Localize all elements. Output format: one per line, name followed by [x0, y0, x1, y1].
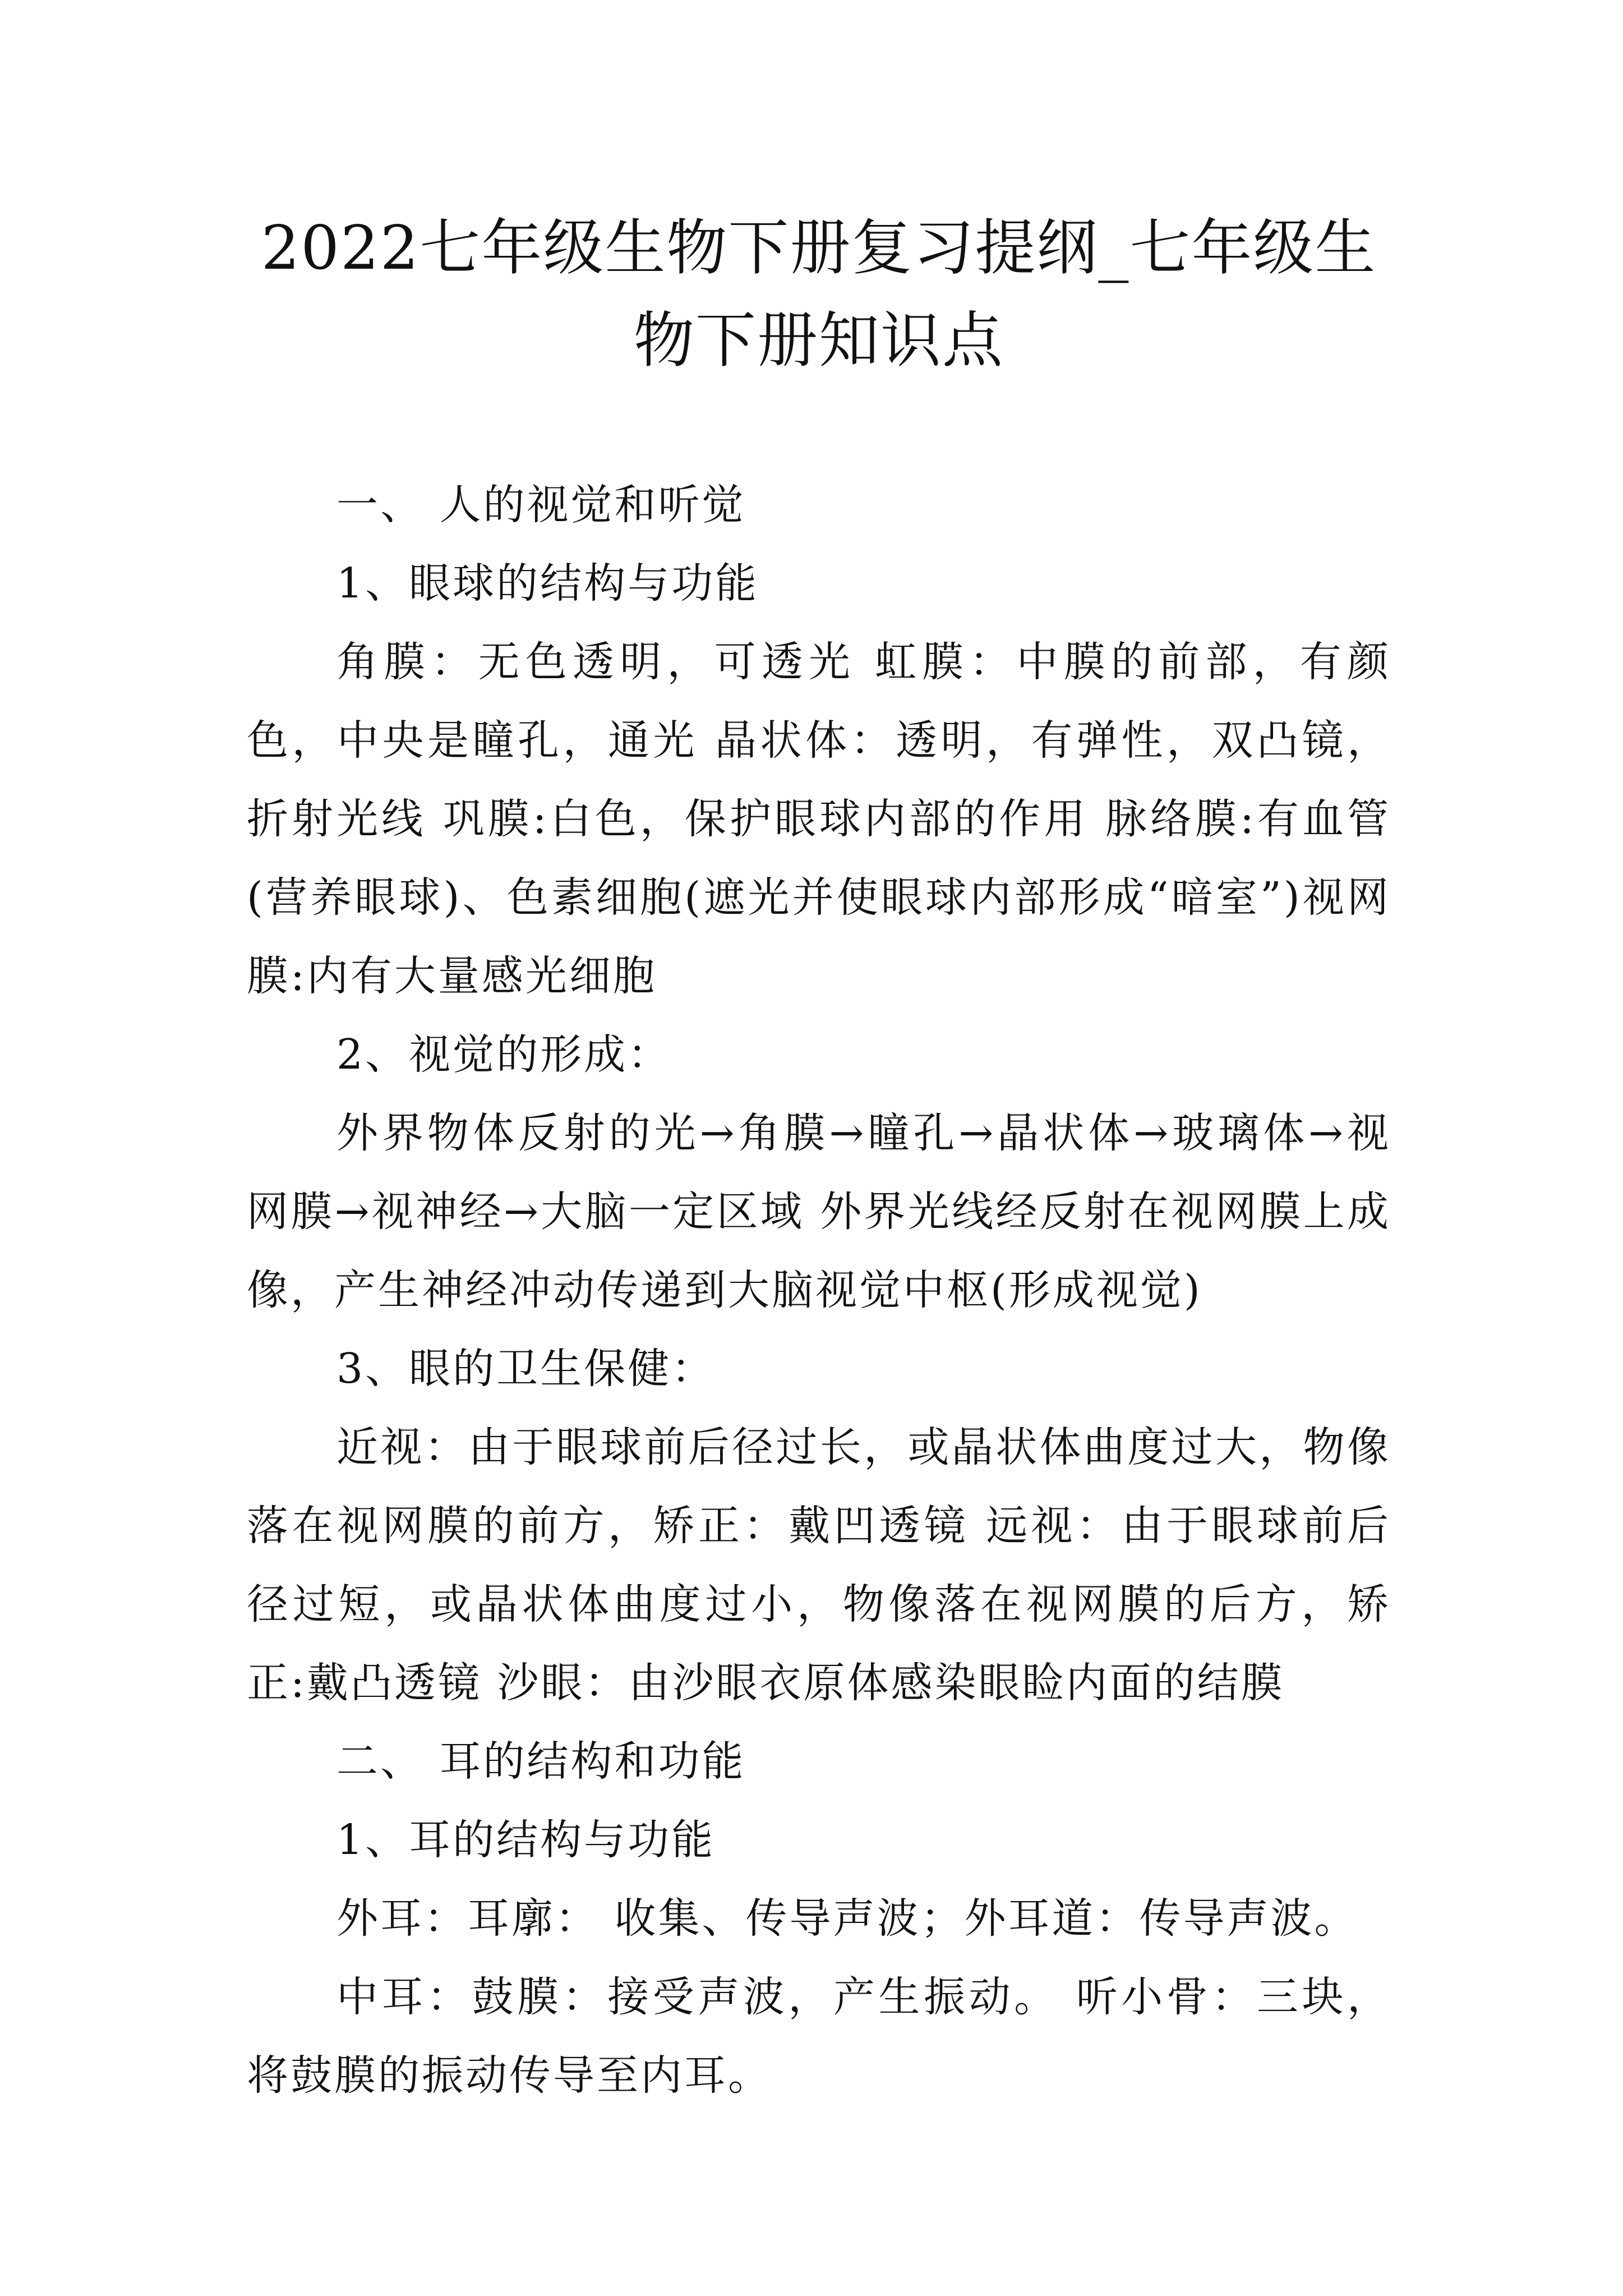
paragraph-vision-pathway: 外界物体反射的光→角膜→瞳孔→晶状体→玻璃体→视网膜→视神经→大脑一定区域 外界光线经反射在视网膜上成像，产生神经冲动传递到大脑视觉中枢(形成视觉) [247, 1109, 1391, 1314]
subheading-eye-hygiene: 3、眼的卫生保健： [336, 1345, 716, 1393]
paragraph-eye-parts: 角膜：无色透明，可透光 虹膜：中膜的前部，有颜色，中央是瞳孔，通光 晶状体：透明，有弹性，双凸镜，折射光线 巩膜:白色，保护眼球内部的作用 脉络膜:有血管(营养眼球)、色素细胞(遮光并使眼球内部形成“暗室”)视网膜:内有大量感光细胞 [247, 638, 1391, 1000]
subheading-vision-formation: 2、视觉的形成： [336, 1030, 672, 1079]
section-heading-ear: 二、 耳的结构和功能 [336, 1737, 746, 1786]
subheading-eye-structure: 1、眼球的结构与功能 [336, 559, 759, 608]
paragraph-middle-ear: 中耳：鼓膜：接受声波，产生振动。 听小骨：三块，将鼓膜的振动传导至内耳。 [247, 1973, 1391, 2100]
subheading-ear-structure: 1、耳的结构与功能 [336, 1816, 716, 1864]
document-title: 2022七年级生物下册复习提纲_七年级生物下册知识点 [261, 213, 1377, 376]
document-body [247, 466, 1391, 2115]
section-heading-vision-hearing: 一、 人的视觉和听觉 [336, 481, 746, 529]
paragraph-eye-hygiene: 近视：由于眼球前后径过长，或晶状体曲度过大，物像落在视网膜的前方，矫正：戴凹透镜 远视：由于眼球前后径过短，或晶状体曲度过小，物像落在视网膜的后方，矫正:戴凸透镜 沙眼：由沙眼衣原体感染眼睑内面的结膜 [247, 1423, 1391, 1707]
paragraph-outer-ear: 外耳：耳廓： 收集、传导声波；外耳道：传导声波。 [336, 1894, 1358, 1943]
